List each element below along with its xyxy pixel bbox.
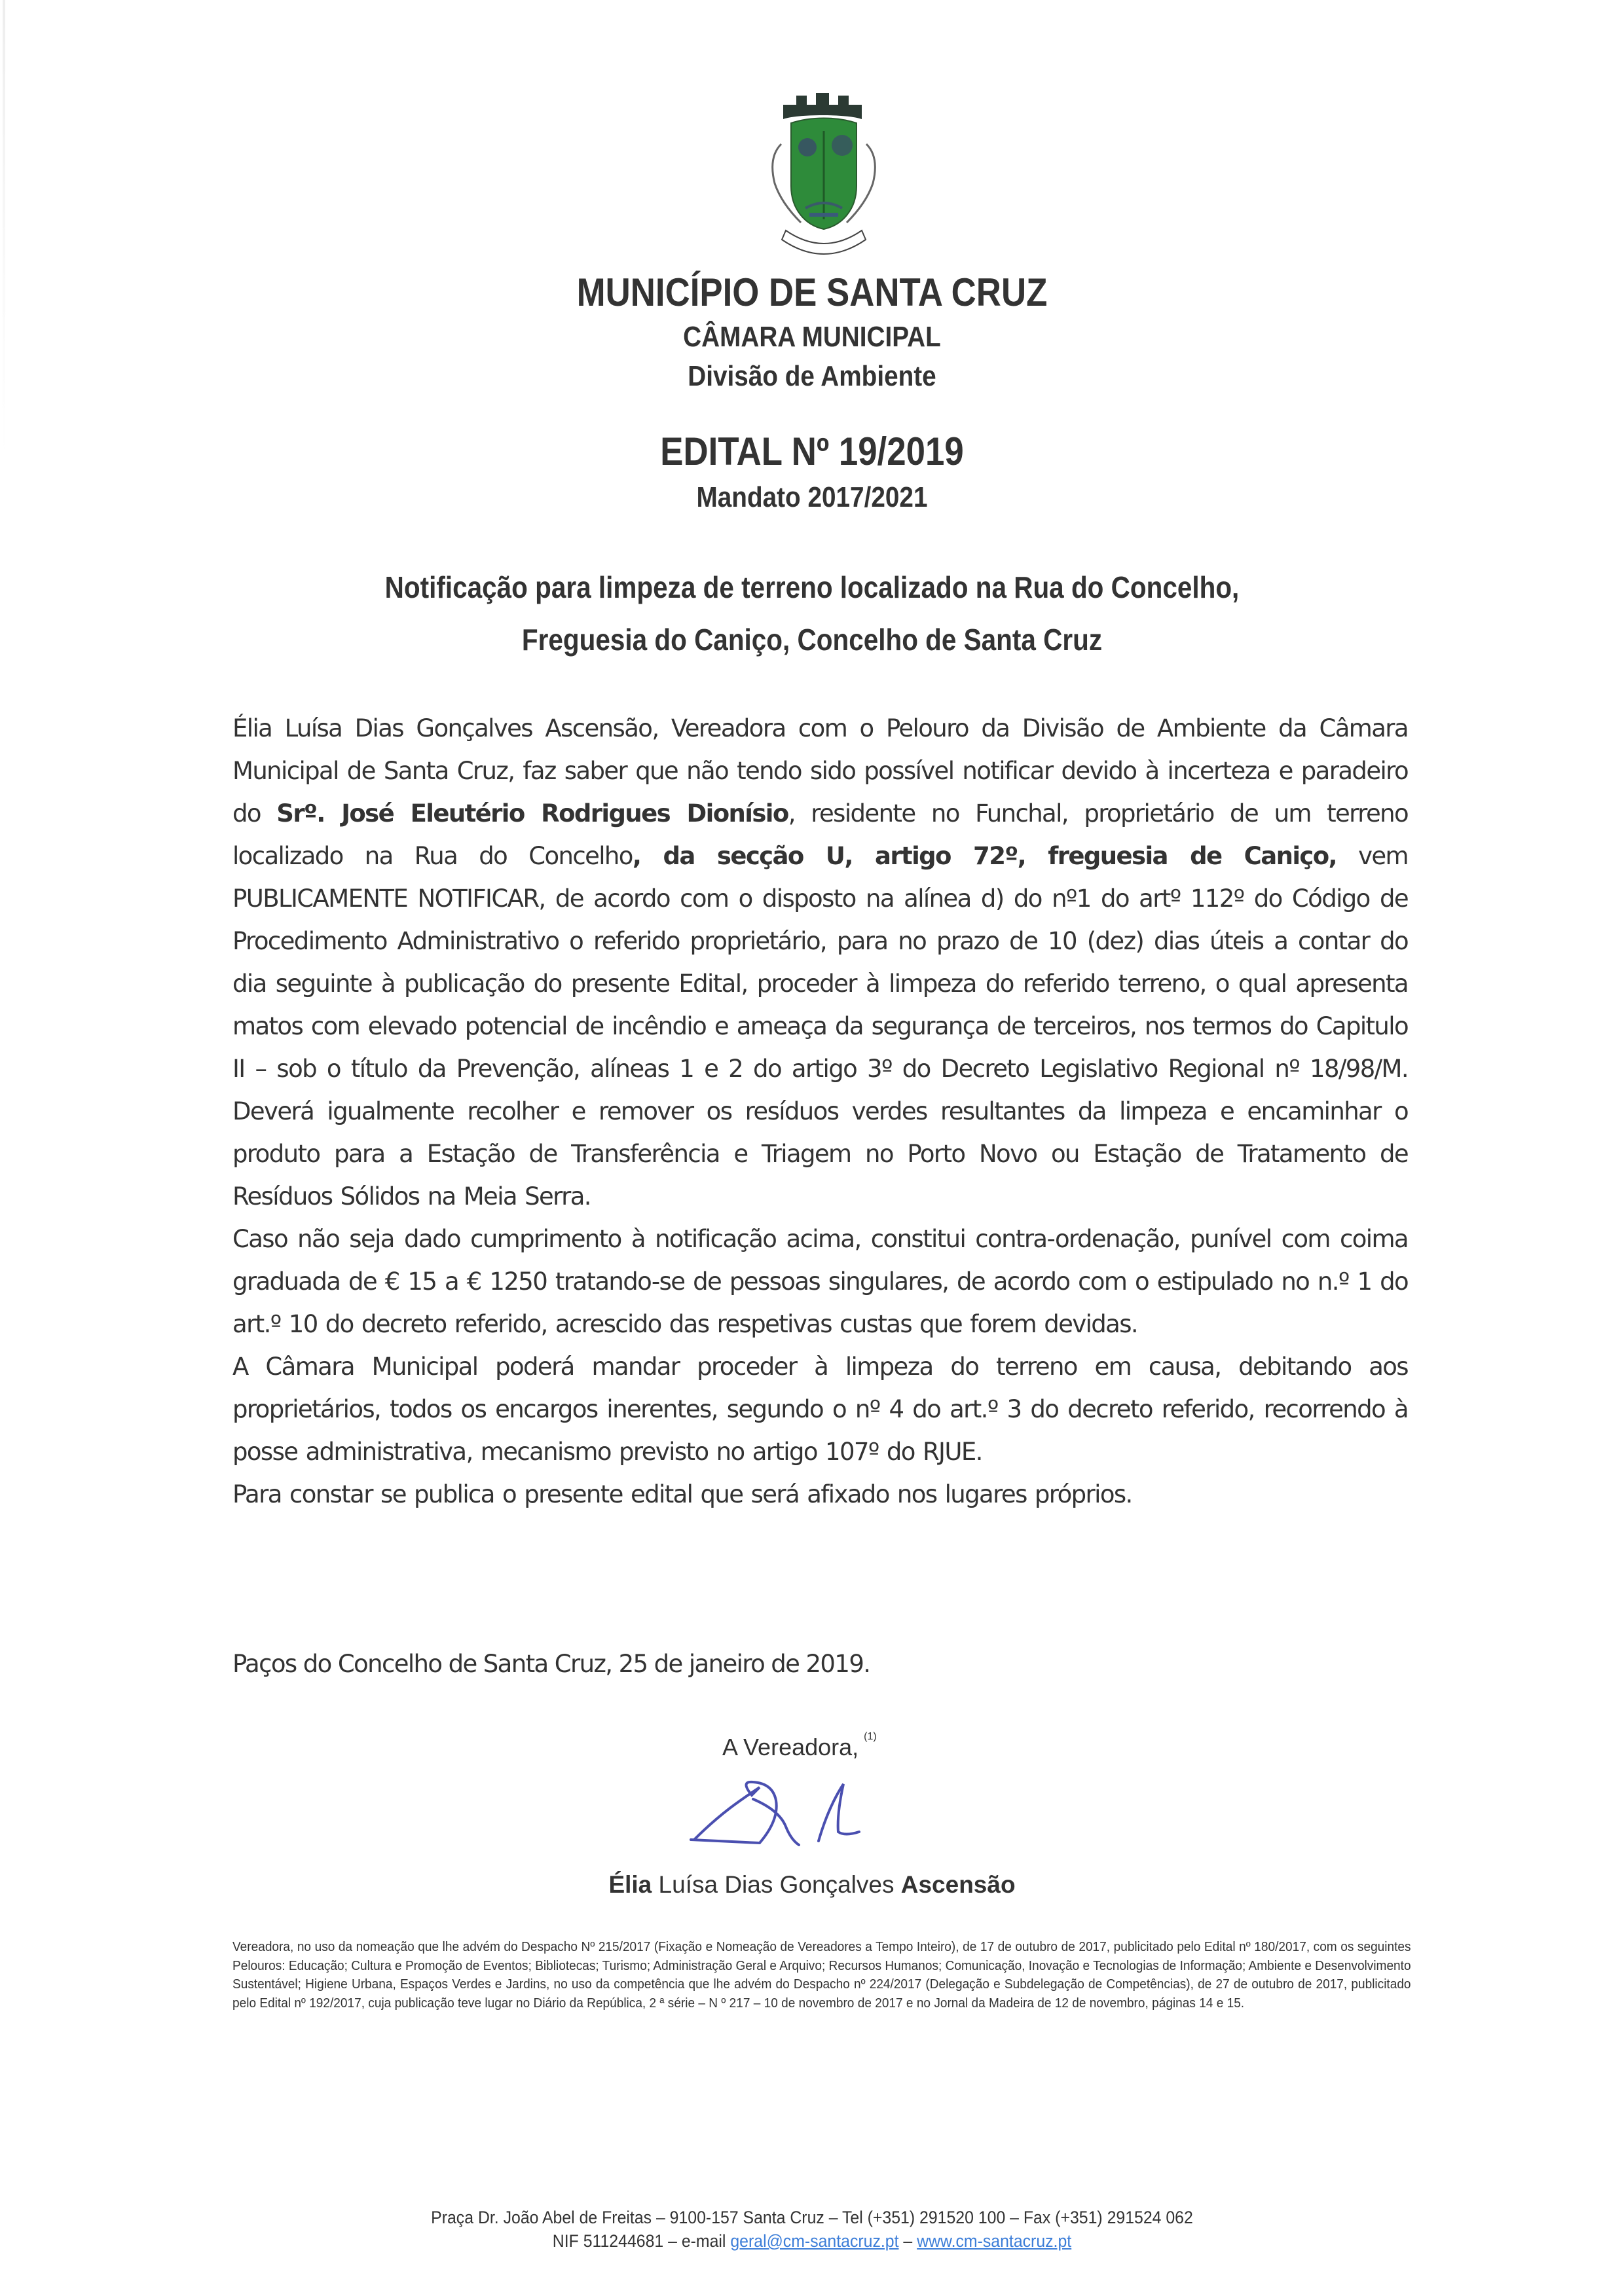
scan-edge-artifact [3, 0, 5, 458]
nif-label: NIF 511244681 – e-mail [552, 2231, 731, 2251]
name-last: Ascensão [900, 1871, 1016, 1898]
subject-line-1: Notificação para limpeza de terreno localizado na Rua do Concelho, [384, 570, 1240, 604]
paragraph-text: , residente no Funchal, proprietário de um terreno localizado na Rua do Concelho [232, 799, 1408, 870]
name-first: Élia [608, 1871, 652, 1898]
paragraph-text: vem PUBLICAMENTE NOTIFICAR, de acordo com o disposto na alínea d) do nº1 do artº 112º do Código de Procedimento Administrativo o referido proprietário, para no prazo de 10 (dez) dias úteis a contar do dia seguinte à publicação do presente Edital, proceder à limpeza do referido terreno, o qual apresenta matos com elevado potencial de incêndio e ameaça da segurança de terceiros, nos termos do Capitulo II – sob o título da Prevenção, alíneas 1 e 2 do artigo 3º do Decreto Legislativo Regional nº 18/98/M. Deverá igualmente recolher e remover os resíduos verdes resultantes da limpeza e encaminhar o produto para a Estação de Transferência e Triagem no Porto Novo ou Estação de Tratamento de Resíduos Sólidos na Meia Serra. [232, 842, 1408, 1211]
mandate-period: Mandato 2017/2021 [696, 481, 928, 513]
motto-ribbon [782, 230, 866, 254]
division-title: Divisão de Ambiente [688, 360, 936, 392]
handwritten-signature [681, 1774, 877, 1853]
separator: – [898, 2231, 917, 2251]
edital-number: EDITAL Nº 19/2019 [660, 429, 964, 473]
footnote: Vereadora, no uso da nomeação que lhe advém do Despacho Nº 215/2017 (Fixação e Nomeação de Vereadores a Tempo Inteiro), de 17 de outubro de 2017, publicitado pelo Edital nº 180/2017, com os seguintes Pelouros: Educação; Cultura e Promoção de Eventos; Bibliotecas; Turismo; Administração Geral e Arquivo; Recursos Humanos; Comunicação, Inovação e Tecnologias de Informação; Ambiente e Desenvolvimento Sustentável; Higiene Urbana, Espaços Verdes e Jardins, no uso da competência que lhe advém do Despacho nº 224/2017 (Delegação e Subdelegação de Competências), de 27 de outubro de 2017, publicitado pelo Edital nº 192/2017, cuja publicação teve lugar no Diário da República, 2 ª série – N º 217 – 10 de novembro de 2017 e no Jornal da Madeira de 12 de novembro, páginas 14 e 15. [232, 1939, 1411, 2011]
paragraph-penalty: Caso não seja dado cumprimento à notificação acima, constitui contra-ordenação, punível com coima graduada de € 15 a € 1250 tratando-se de pessoas singulares, de acordo com o estipulado no n.º 1 do art.º 10 do decreto referido, acrescido das respetivas custas que forem devidas. [232, 1225, 1408, 1338]
paragraph-text: Élia Luísa Dias Gonçalves Ascensão, Vereadora com o Pelouro da Divisão de Ambiente da Câmara Municipal de Santa Cruz, faz saber que não tendo sido possível notificar devido à incerteza e paradeiro do [232, 714, 1408, 828]
date-line: Paços do Concelho de Santa Cruz, 25 de janeiro de 2019. [232, 1650, 870, 1678]
website-link[interactable]: www.cm-santacruz.pt [917, 2231, 1072, 2251]
footnote-reference: (1) [864, 1731, 877, 1742]
email-link[interactable]: geral@cm-santacruz.pt [730, 2231, 899, 2251]
crown-icon [783, 93, 862, 119]
municipality-title: MUNICÍPIO DE SANTA CRUZ [576, 270, 1048, 314]
subject-line-2: Freguesia do Caniço, Concelho de Santa Cruz [521, 623, 1103, 657]
owner-name: Srº. José Eleutério Rodrigues Dionísio [276, 799, 788, 828]
chamber-title: CÂMARA MUNICIPAL [683, 321, 941, 353]
parcel-reference: , da secção U, artigo 72º, freguesia de Caniço, [632, 842, 1337, 870]
name-middle: Luísa Dias Gonçalves [652, 1871, 901, 1898]
paragraph-notification [232, 707, 1408, 1218]
notice-body [232, 707, 1408, 1516]
footer-address: Praça Dr. João Abel de Freitas – 9100-157 Santa Cruz – Tel (+351) 291520 100 – Fax (+351) 291524 062 [431, 2208, 1193, 2227]
footer-contact [65, 2231, 1559, 2251]
role-label: A Vereadora, [722, 1734, 859, 1760]
signatory-name [0, 1871, 1624, 1899]
signatory-role [722, 1731, 877, 1761]
paragraph-municipal-action: A Câmara Municipal poderá mandar proceder à limpeza do terreno em causa, debitando aos proprietários, todos os encargos inerentes, segundo o nº 4 do art.º 3 do decreto referido, recorrendo à posse administrativa, mecanismo previsto no artigo 107º do RJUE. [232, 1353, 1408, 1466]
municipal-crest-logo [745, 85, 902, 268]
paragraph-publication: Para constar se publica o presente edital que será afixado nos lugares próprios. [232, 1480, 1132, 1508]
